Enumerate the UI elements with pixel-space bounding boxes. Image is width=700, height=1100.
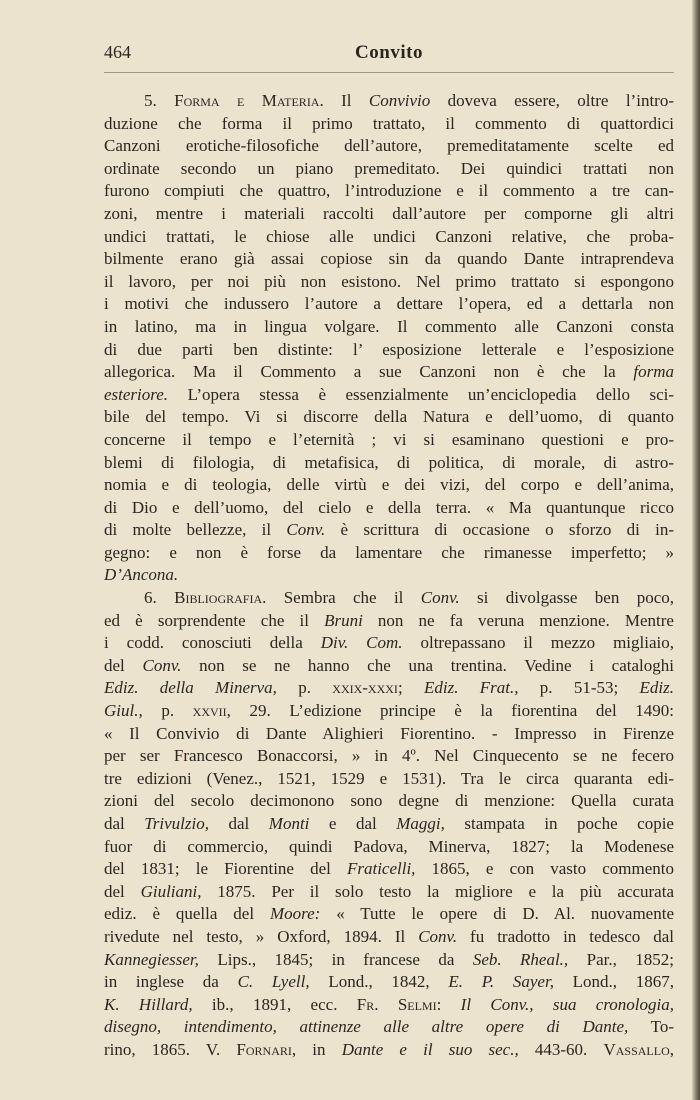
italic-text: Moore: — [269, 904, 321, 924]
text-line — [104, 135, 674, 158]
body-text — [104, 90, 674, 1062]
text-run: nomia e di teologia, delle virtù e dei vizi, del corpo e dell’anima, — [104, 475, 674, 495]
text-run: 443-60. — [518, 1039, 604, 1059]
italic-text: Giul., — [104, 701, 143, 721]
text-run: ib., 1891, ecc. — [192, 994, 357, 1014]
italic-text: Ediz. della Minerva, — [104, 678, 277, 698]
text-run: « Il Convivio di Dante Alighieri Fiorentino. - Impresso in Firenze — [104, 723, 674, 743]
italic-text: Div. Com. — [320, 633, 403, 653]
text-run: , — [669, 1039, 674, 1059]
text-run: in inglese da — [104, 972, 238, 992]
italic-text: D’Ancona. — [104, 565, 179, 585]
running-title: Convito — [355, 42, 423, 63]
text-line — [104, 723, 674, 746]
text-run: stampata in poche copie — [444, 814, 674, 833]
text-run: concerne il tempo e l’eternità ; vi si esaminano questioni e pro- — [104, 429, 674, 449]
italic-text: Seb. Rheal., — [472, 949, 569, 969]
text-run: non ne fa veruna menzione. Mentre — [362, 610, 674, 630]
small-caps-text: Fr. Selmi — [356, 994, 437, 1014]
text-line — [104, 542, 674, 565]
text-run: rivedute nel testo, » Oxford, 1894. Il — [104, 926, 419, 946]
text-run: ed è sorprendente che il — [104, 610, 325, 630]
text-run: Lips., 1845; in francese da — [198, 949, 473, 969]
text-line — [104, 271, 674, 294]
text-line — [104, 564, 674, 587]
page-header — [104, 42, 674, 66]
italic-text: Ediz. — [639, 678, 674, 698]
text-run: gegno: e non è forse da lamentare che rimanesse imperfetto; » — [104, 542, 674, 562]
text-run: in latino, ma in lingua volgare. Il commento alle Canzoni consta — [104, 316, 674, 336]
text-run: si divolgasse ben poco, — [459, 588, 674, 608]
text-run: bile del tempo. Vi si discorre della Natura e dell’uomo, di quanto — [104, 407, 674, 427]
italic-text: Conv. — [286, 520, 326, 540]
text-line — [104, 180, 674, 203]
text-line — [104, 113, 674, 136]
italic-text: Convivio — [368, 91, 431, 110]
text-run: ediz. è quella del — [104, 904, 270, 924]
small-caps-text: Vassallo — [603, 1039, 670, 1059]
text-run: bilmente erano già assai copiose sin da quando Dante intraprendeva — [104, 249, 674, 269]
text-run: p. 51-53; — [518, 678, 640, 698]
text-line — [104, 316, 674, 339]
text-run: 1865, e con vasto commento — [415, 859, 674, 879]
italic-text: Maggi, — [396, 814, 445, 833]
text-run: è scrittura di occasione o sforzo di in- — [325, 520, 674, 540]
text-run: del — [104, 881, 141, 901]
text-run: , in — [291, 1039, 342, 1059]
italic-text: E. P. Sayer, — [448, 972, 554, 992]
text-run: To- — [628, 1017, 674, 1037]
text-run: ; — [397, 678, 424, 698]
text-line — [104, 339, 674, 362]
text-run: di due parti ben distinte: l’ esposizione letterale e l’esposizione — [104, 339, 674, 359]
small-caps-text: Fornari — [236, 1039, 292, 1059]
text-run: Canzoni erotiche-filosofiche dell’autore, premeditatamente scelte ed — [104, 136, 674, 156]
text-run: Par., 1852; — [568, 949, 674, 969]
italic-text: Fraticelli, — [346, 859, 416, 879]
text-line — [104, 1016, 674, 1039]
text-run: non se ne hanno che una trentina. Vedine i cataloghi — [181, 655, 674, 675]
text-run: i codd. conosciuti della — [104, 633, 321, 653]
text-run: tre edizioni (Venez., 1521, 1529 e 1531). Tra le circa quaranta edi- — [104, 768, 674, 788]
text-run: Lond., 1842, — [309, 972, 449, 992]
italic-text: Conv. — [142, 655, 182, 675]
italic-text: Conv. — [418, 926, 458, 946]
book-spine-edge — [692, 0, 700, 1100]
text-run: per ser Francesco Bonaccorsi, » in 4º. Nel Cinquecento se ne fecero — [104, 746, 674, 766]
text-run: zioni del secolo decimonono sono degne di menzione: Quella curata — [104, 791, 674, 811]
text-line — [104, 203, 674, 226]
text-run: : — [436, 994, 461, 1014]
text-line — [104, 971, 674, 994]
text-line — [104, 452, 674, 475]
text-run: undici trattati, le chiose alle undici Canzoni relative, che proba- — [104, 226, 674, 246]
page-number: 464 — [104, 42, 131, 62]
text-line — [104, 790, 674, 813]
small-caps-text: xxvii — [192, 701, 227, 721]
italic-text: esteriore. — [104, 384, 169, 404]
text-run: i motivi che indussero l’autore a dettare l’opera, ed a dettarla non — [104, 294, 674, 314]
text-line — [104, 158, 674, 181]
text-line — [104, 926, 674, 949]
text-line — [104, 406, 674, 429]
text-line — [104, 1039, 674, 1062]
text-run: fuor di commercio, quindi Padova, Minerva, 1827; la Modenese — [104, 836, 674, 856]
text-line — [104, 813, 674, 836]
italic-text: Kannegiesser, — [104, 949, 199, 969]
text-line — [104, 519, 674, 542]
text-line — [104, 903, 674, 926]
text-run: furono compiuti che quattro, l’introduzione e il commento a tre can- — [104, 181, 674, 201]
text-line — [104, 858, 674, 881]
text-line — [104, 881, 674, 904]
italic-text: Dante e il suo sec., — [341, 1039, 519, 1059]
text-line — [104, 677, 674, 700]
text-run: « Tutte le opere di D. Al. nuovamente — [320, 904, 674, 924]
text-run: dal — [209, 814, 269, 833]
text-run: oltrepassano il mezzo migliaio, — [402, 633, 674, 653]
text-run: di Dio e dell’uomo, del cielo e della terra. « Ma quantunque ricco — [104, 497, 674, 517]
italic-text: Giuliani, — [140, 881, 202, 901]
italic-text: Il Conv., sua cronologia, — [460, 994, 674, 1014]
italic-text: disegno, intendimento, attinenze alle altre opere di Dante, — [104, 1017, 629, 1037]
text-run: . Il — [319, 91, 369, 110]
text-line — [104, 497, 674, 520]
text-run: blemi di filologia, di metafisica, di politica, di morale, di astro- — [104, 452, 674, 472]
text-run: p. — [276, 678, 333, 698]
italic-text: K. Hillard, — [104, 994, 193, 1014]
text-run: doveva essere, oltre l’intro- — [430, 91, 674, 110]
text-run: duzione che forma il primo trattato, il commento di quattordici — [104, 113, 674, 133]
small-caps-text: Bibliografia — [174, 588, 263, 608]
text-run: e dal — [309, 814, 397, 833]
paragraph-first-line — [104, 587, 674, 610]
small-caps-text: xxix-xxxi — [332, 678, 398, 698]
text-run: Lond., 1867, — [553, 972, 674, 992]
text-line — [104, 768, 674, 791]
text-line — [104, 226, 674, 249]
text-line — [104, 700, 674, 723]
text-line — [104, 361, 674, 384]
header-rule — [104, 72, 674, 73]
text-line — [104, 655, 674, 678]
text-run: fu tradotto in tedesco dal — [457, 926, 674, 946]
text-run: L’opera stessa è essenzialmente un’enciclopedia dello sci- — [168, 384, 674, 404]
text-line — [104, 248, 674, 271]
text-line — [104, 836, 674, 859]
text-run: . Sembra che il — [262, 588, 421, 608]
text-run: rino, 1865. V. — [104, 1039, 237, 1059]
text-line — [104, 949, 674, 972]
text-run: 5. — [144, 91, 175, 110]
italic-text: C. Lyell, — [237, 972, 310, 992]
text-run: 1875. Per il solo testo la migliore e la più accurata — [201, 881, 674, 901]
text-run: allegorica. Ma il Commento a sue Canzoni non è che la — [104, 362, 634, 382]
text-line — [104, 293, 674, 316]
text-line — [104, 745, 674, 768]
italic-text: Bruni — [324, 610, 363, 630]
text-run: del 1831; le Fiorentine del — [104, 859, 347, 879]
text-run: zoni, mentre i materiali raccolti dall’autore per comporne gli altri — [104, 203, 674, 223]
text-line — [104, 474, 674, 497]
italic-text: forma — [633, 362, 674, 382]
text-line — [104, 429, 674, 452]
text-run: p. — [142, 701, 193, 721]
text-run: , 29. L’edizione principe è la fiorentina del 1490: — [226, 701, 674, 721]
paragraph-first-line — [104, 90, 674, 113]
italic-text: Conv. — [420, 588, 460, 608]
text-line — [104, 610, 674, 633]
italic-text: Ediz. Frat., — [423, 678, 519, 698]
italic-text: Trivulzio, — [144, 814, 209, 833]
text-run: ordinate secondo un piano premeditato. Dei quindici trattati non — [104, 158, 674, 178]
text-run: 6. — [144, 588, 175, 608]
text-line — [104, 384, 674, 407]
small-caps-text: Forma e Materia — [174, 91, 320, 110]
text-line — [104, 632, 674, 655]
text-run: del — [104, 655, 143, 675]
text-run: dal — [104, 814, 145, 833]
text-run: il lavoro, per noi più non esistono. Nel primo trattato si espongono — [104, 271, 674, 291]
text-line — [104, 994, 674, 1017]
italic-text: Monti — [268, 814, 310, 833]
text-run: di molte bellezze, il — [104, 520, 287, 540]
